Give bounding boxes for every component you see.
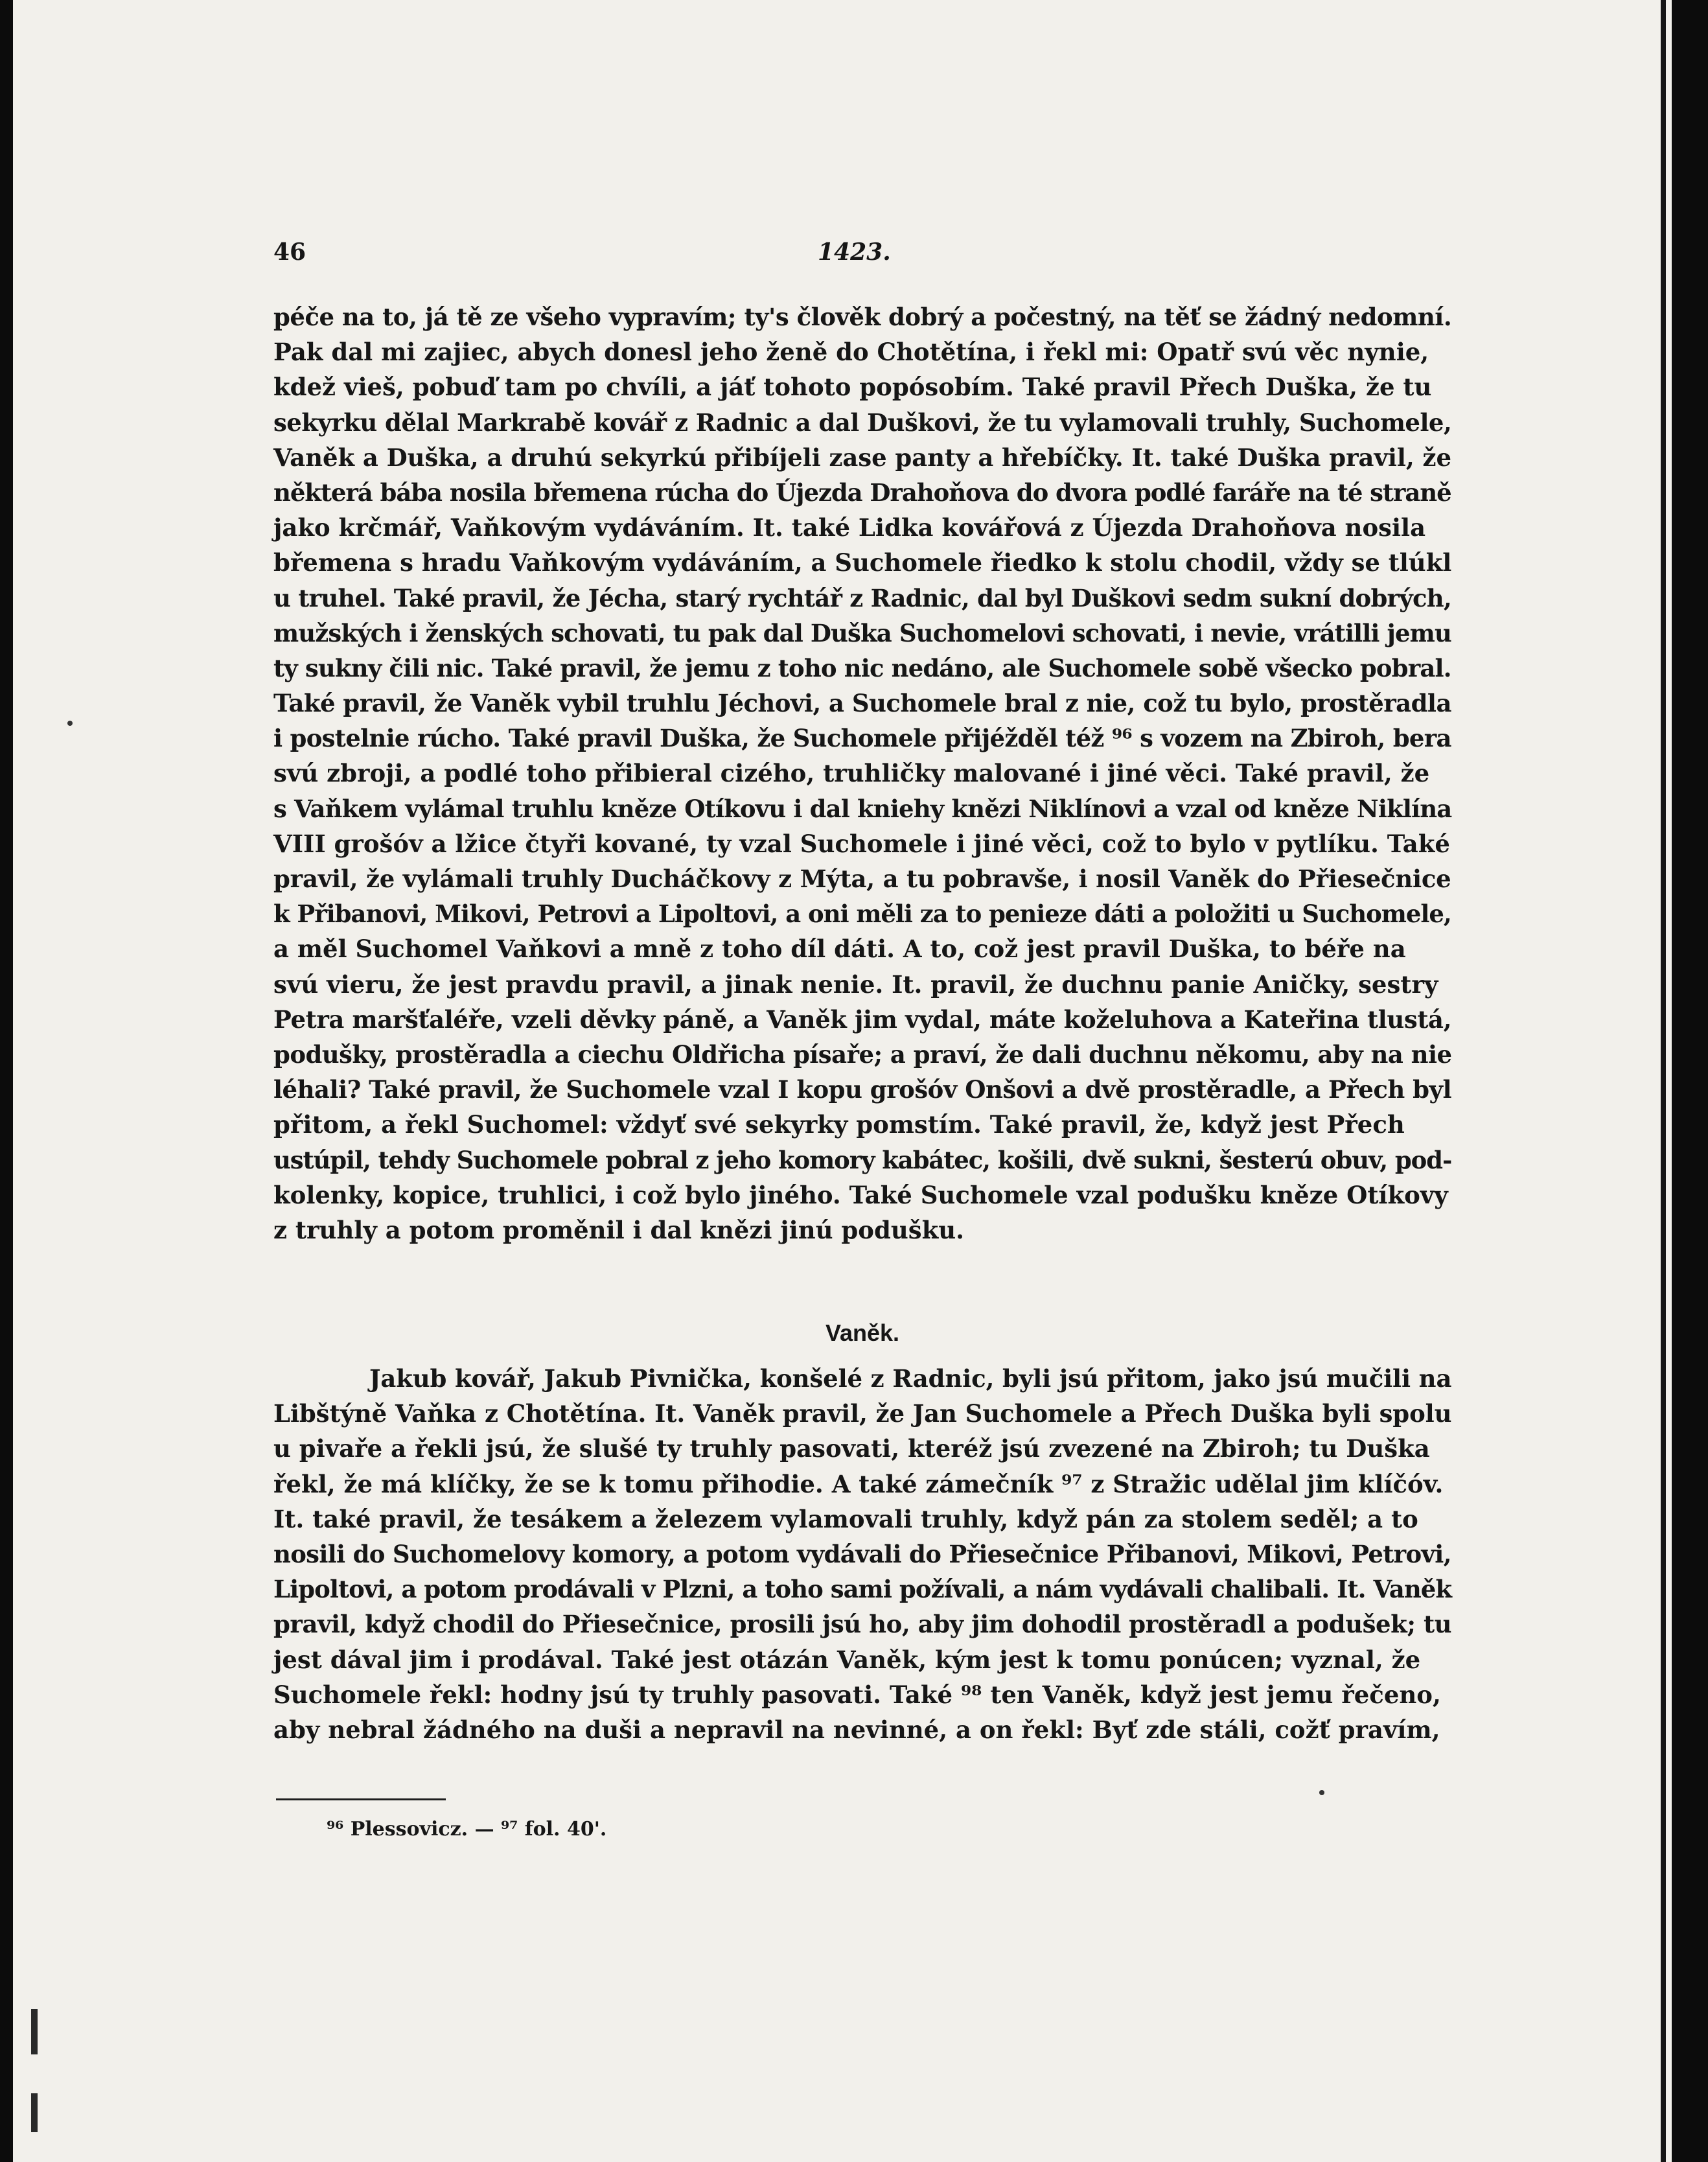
text-line: i postelnie rúcho. Také pravil Duška, že Suchomele přijéžděl též ⁹⁶ s vozem na Zbiroh, bera [273,724,1451,753]
text-line: nosili do Suchomelovy komory, a potom vydávali do Přiesečnice Přibanovi, Mikovi, Petrovi, [273,1539,1451,1568]
text-line: jest dával jim i prodával. Také jest otázán Vaněk, kým jest k tomu ponúcen; vyznal, že [273,1645,1421,1674]
text-line: řekl, že má klíčky, že se k tomu přihodie. A také zámečník ⁹⁷ z Stražic udělal jim klíčóv. [273,1469,1444,1498]
text-line: Petra maršťaléře, vzeli děvky páně, a Vaněk jim vydal, máte koželuhova a Kateřina tlustá, [273,1005,1452,1034]
text-line: a měl Suchomel Vaňkovi a mně z toho díl dáti. A to, což jest pravil Duška, to béře na [273,935,1406,964]
text-line: břemena s hradu Vaňkovým vydáváním, a Suchomele řiedko k stolu chodil, vždy se tlúkl [273,548,1452,577]
running-head [13,238,1672,277]
text-line: kdež vieš, pobuď tam po chvíli, a jáť tohoto popósobím. Také pravil Přech Duška, že tu [273,373,1432,402]
section-heading: Vaněk. [825,1319,900,1346]
text-line: přitom, a řekl Suchomel: vždyť své sekyrky pomstím. Také pravil, že, když jest Přech [273,1110,1405,1139]
text-line: mužských i ženských schovati, tu pak dal Duška Suchomelovi schovati, i nevie, vrátilli jemu [273,618,1451,647]
footnotes: ⁹⁶ Plessovicz. — ⁹⁷ fol. 40'. [327,1818,607,1841]
paragraph-vanek-testimony [273,1361,1451,1747]
page-year: 1423. [818,238,891,266]
text-line: péče na to, já tě ze všeho vypravím; ty's člověk dobrý a počestný, na těť se žádný nedomní. [273,303,1452,331]
margin-mark [31,2009,38,2054]
text-line: svú vieru, že jest pravdu pravil, a jinak nenie. It. pravil, že duchnu panie Aničky, sestry [273,970,1438,999]
text-line: It. také pravil, že tesákem a železem vylamovali truhly, když pán za stolem seděl; a to [273,1504,1418,1533]
text-line: Pak dal mi zajiec, abych donesl jeho ženě do Chotětína, i řekl mi: Opatř svú věc nynie, [273,338,1429,367]
scan-edge [1661,0,1666,2162]
text-line: k Přibanovi, Mikovi, Petrovi a Lipoltovi, a oni měli za to penieze dáti a položiti u Suchomele, [273,900,1451,929]
ink-speck [1319,1790,1324,1795]
text-line: aby nebral žádného na duši a nepravil na nevinné, a on řekl: Byť zde stáli, cožť pravím, [273,1715,1440,1744]
text-line: s Vaňkem vylámal truhlu kněze Otíkovu i dal kniehy knězi Niklínovi a vzal od kněze Niklína [273,794,1452,823]
text-line: Suchomele řekl: hodny jsú ty truhly pasovati. Také ⁹⁸ ten Vaněk, když jest jemu řečeno, [273,1680,1441,1709]
text-line: svú zbroji, a podlé toho přibieral cizého, truhličky malované i jiné věci. Také pravil, že [273,759,1430,788]
text-line: z truhly a potom proměnil i dal knězi jinú podušku. [273,1215,964,1244]
text-line: léhali? Také pravil, že Suchomele vzal I kopu grošóv Onšovi a dvě prostěradle, a Přech byl [273,1075,1452,1104]
text-line: Lipoltovi, a potom prodávali v Plzni, a toho sami požívali, a nám vydávali chalibali. It. Vaněk [273,1575,1452,1604]
ink-speck [67,721,73,726]
text-line: kolenky, kopice, truhlici, i což bylo jiného. Také Suchomele vzal podušku kněze Otíkovy [273,1180,1448,1209]
text-line: u pivaře a řekli jsú, že slušé ty truhly pasovati, kteréž jsú zvezené na Zbiroh; tu Duška [273,1434,1430,1463]
text-line: Také pravil, že Vaněk vybil truhlu Jéchovi, a Suchomele bral z nie, což tu bylo, prostěradla [273,689,1451,718]
text-line: sekyrku dělal Markrabě kovář z Radnic a dal Duškovi, že tu vylamovali truhly, Suchomele, [273,408,1452,437]
paragraph-duska-testimony [273,299,1451,1248]
text-line: jako krčmář, Vaňkovým vydáváním. It. také Lidka kovářová z Újezda Drahoňova nosila [273,513,1426,542]
text-line: pravil, že vylámali truhly Ducháčkovy z Mýta, a tu pobravše, i nosil Vaněk do Přiesečnice [273,865,1451,893]
text-line: u truhel. Také pravil, že Jécha, starý rychtář z Radnic, dal byl Duškovi sedm sukní dobrých, [273,583,1451,612]
text-line: podušky, prostěradla a ciechu Oldřicha písaře; a praví, že dali duchnu někomu, aby na nie [273,1040,1452,1069]
page-number: 46 [273,238,306,266]
text-line: pravil, když chodil do Přiesečnice, prosili jsú ho, aby jim dohodil prostěradl a podušek; tu [273,1610,1452,1639]
footnote-rule [276,1798,446,1800]
text-line: ty sukny čili nic. Také pravil, že jemu z toho nic nedáno, ale Suchomele sobě všecko pobral. [273,653,1451,682]
text-line: některá bába nosila břemena rúcha do Újezda Drahoňova do dvora podlé faráře na té straně [273,478,1451,507]
text-line: VIII grošóv a lžice čtyři kované, ty vzal Suchomele i jiné věci, což to bylo v pytlíku. Také [273,829,1450,858]
text-line: Libštýně Vaňka z Chotětína. It. Vaněk pravil, že Jan Suchomele a Přech Duška byli spolu [273,1399,1452,1428]
text-line: ustúpil, tehdy Suchomele pobral z jeho komory kabátec, košili, dvě sukni, šesterú obuv, pod- [273,1145,1452,1174]
document-page [13,0,1672,2162]
text-line: Jakub kovář, Jakub Pivnička, konšelé z Radnic, byli jsú přitom, jako jsú mučili na [369,1364,1452,1393]
text-line: Vaněk a Duška, a druhú sekyrkú přibíjeli zase panty a hřebíčky. It. také Duška pravil, že [273,443,1451,472]
margin-mark [31,2093,38,2132]
